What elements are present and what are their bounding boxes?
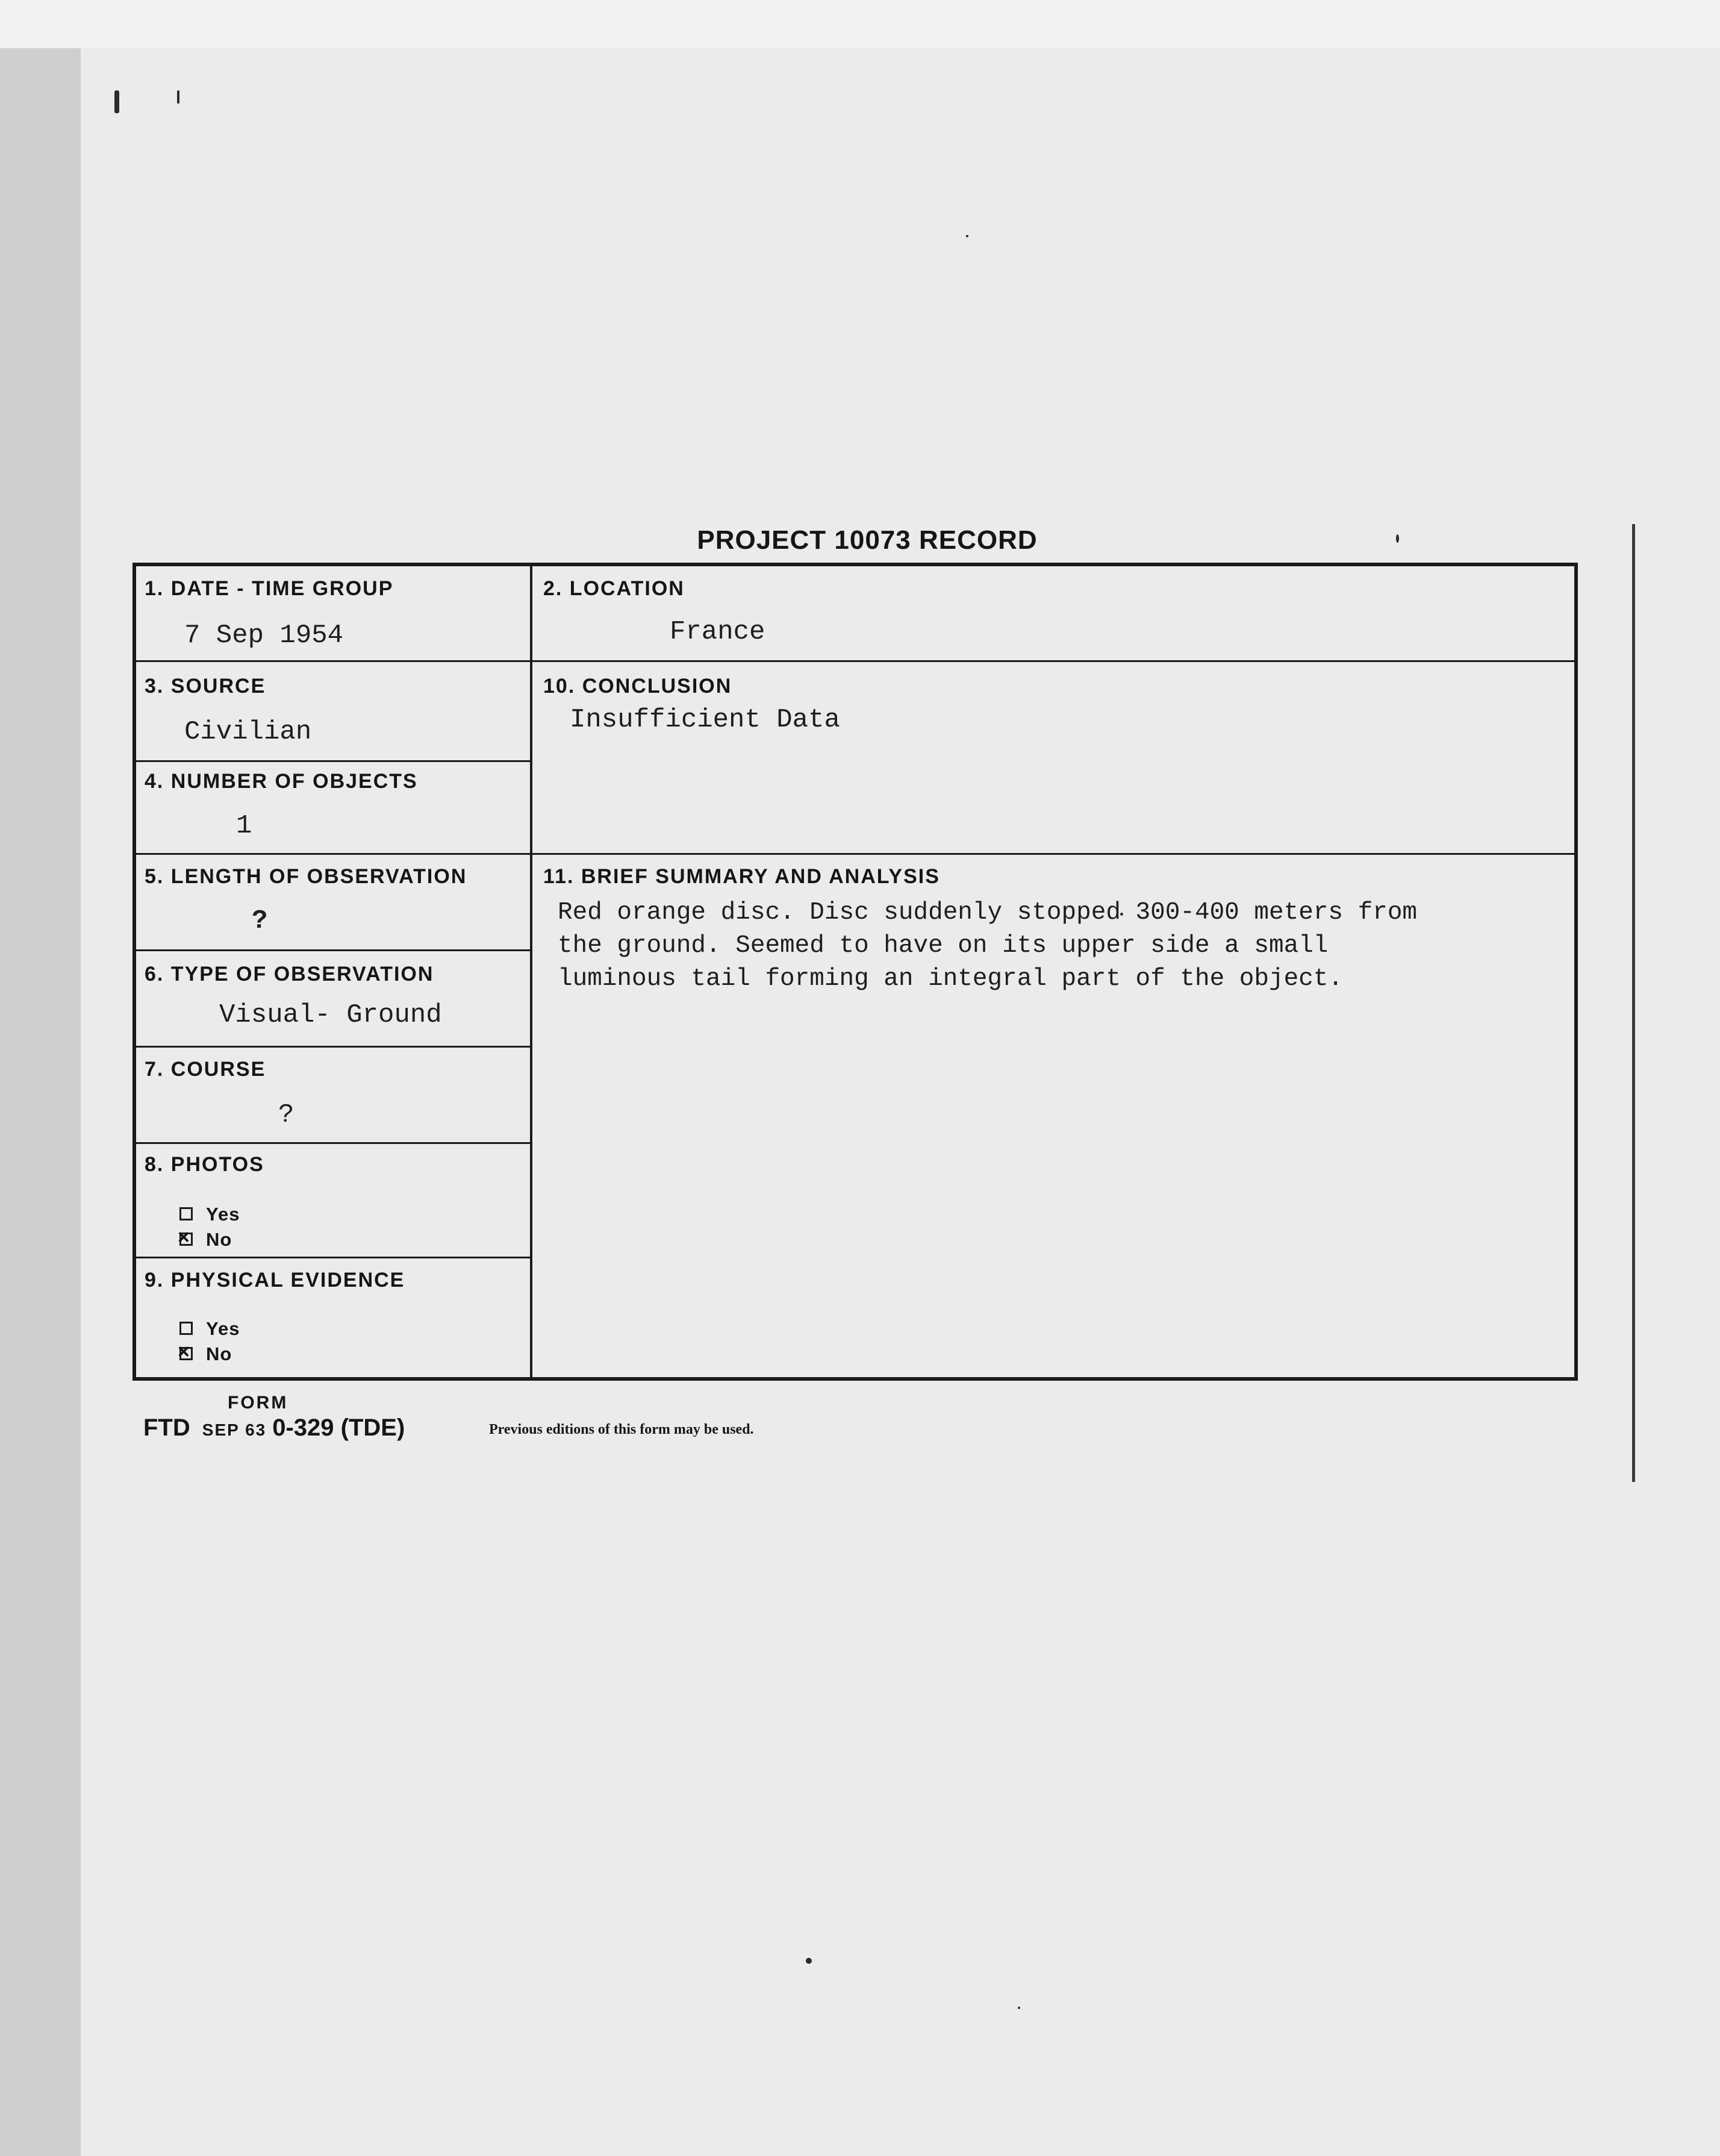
record-form [132, 563, 1578, 1381]
scan-edge-line [1632, 524, 1635, 1482]
length-of-observation-value: ? [252, 906, 268, 936]
scan-speck [1018, 2007, 1020, 2009]
physical-evidence-yes-label: Yes [206, 1318, 240, 1339]
physical-evidence-no-option[interactable] [179, 1343, 232, 1365]
checked-checkbox-icon[interactable] [179, 1233, 193, 1246]
footer-form-word: FORM [228, 1393, 288, 1413]
type-of-observation-value: Visual- Ground [219, 1000, 442, 1030]
date-time-group-value: 7 Sep 1954 [184, 620, 344, 651]
form-title: PROJECT 10073 RECORD [697, 525, 1038, 555]
location-label: 2. LOCATION [543, 577, 685, 600]
summary-label: 11. BRIEF SUMMARY AND ANALYSIS [543, 865, 940, 888]
photos-no-option[interactable] [179, 1229, 232, 1251]
physical-evidence-no-label: No [206, 1343, 232, 1364]
physical-evidence-label: 9. PHYSICAL EVIDENCE [145, 1269, 405, 1292]
footer-note: Previous editions of this form may be used. [489, 1422, 754, 1437]
scan-speck [177, 90, 179, 104]
course-value: ? [278, 1100, 294, 1130]
summary-line: luminous tail forming an integral part of the object. [558, 965, 1344, 993]
photos-label: 8. PHOTOS [145, 1153, 264, 1176]
course-label: 7. COURSE [145, 1058, 266, 1081]
row-divider [136, 1142, 530, 1144]
conclusion-label: 10. CONCLUSION [543, 675, 732, 698]
photos-no-label: No [206, 1229, 232, 1250]
row-divider [136, 949, 530, 951]
source-value: Civilian [184, 717, 312, 747]
summary-text [558, 896, 1557, 996]
column-divider [530, 566, 532, 1377]
summary-line: the ground. Seemed to have on its upper side a small [558, 932, 1329, 960]
type-of-observation-label: 6. TYPE OF OBSERVATION [145, 963, 434, 986]
checkbox-icon[interactable] [179, 1322, 193, 1335]
number-of-objects-value: 1 [236, 811, 252, 841]
scan-top-band [0, 0, 1720, 48]
row-divider [136, 660, 1574, 662]
source-label: 3. SOURCE [145, 675, 266, 698]
row-divider [136, 760, 530, 762]
date-time-group-label: 1. DATE - TIME GROUP [145, 577, 394, 600]
row-divider [136, 853, 1574, 855]
row-divider [136, 1046, 530, 1048]
footer-form-number: 0-329 (TDE) [272, 1414, 405, 1441]
footer-date-code: SEP 63 [202, 1420, 267, 1439]
scan-speck [806, 1958, 812, 1964]
footer-ftd: FTD [143, 1414, 190, 1441]
summary-line: Red orange disc. Disc suddenly stopped 300-400 meters from [558, 899, 1418, 926]
number-of-objects-label: 4. NUMBER OF OBJECTS [145, 770, 418, 793]
checkbox-icon[interactable] [179, 1207, 193, 1220]
footer-form-id [143, 1414, 405, 1442]
checked-checkbox-icon[interactable] [179, 1347, 193, 1360]
scan-speck [1396, 534, 1399, 543]
physical-evidence-yes-option[interactable] [179, 1318, 240, 1340]
length-of-observation-label: 5. LENGTH OF OBSERVATION [145, 865, 467, 888]
photos-yes-label: Yes [206, 1204, 240, 1225]
location-value: France [670, 617, 765, 647]
photos-yes-option[interactable] [179, 1204, 240, 1225]
conclusion-value: Insufficient Data [570, 705, 840, 735]
scan-speck [114, 90, 119, 113]
scan-speck [966, 235, 968, 237]
row-divider [136, 1257, 530, 1258]
